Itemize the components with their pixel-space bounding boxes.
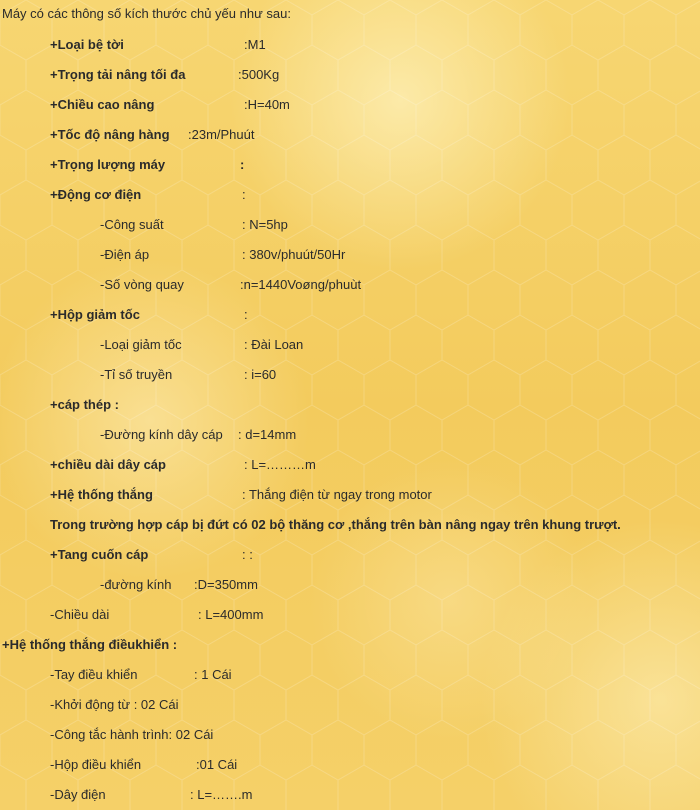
spec-value: :: [242, 187, 246, 202]
spec-label: -Số vòng quay: [100, 277, 184, 292]
spec-value: :M1: [244, 37, 266, 52]
spec-label: +Loại bệ tời: [50, 37, 124, 52]
spec-label: +Tang cuốn cáp: [50, 547, 149, 562]
spec-value: :: [240, 157, 245, 172]
spec-value: :n=1440Voøng/phuùt: [240, 277, 362, 292]
spec-label: +chiều dài dây cáp: [50, 457, 166, 472]
spec-value: :500Kg: [238, 67, 280, 82]
spec-value: : L=400mm: [198, 607, 264, 622]
spec-label: +Trọng tải nâng tối đa: [50, 67, 186, 82]
spec-value: : 1 Cái: [194, 667, 232, 682]
spec-label: -Điện áp: [100, 247, 150, 262]
spec-label: -Tỉ số truyền: [100, 367, 173, 382]
spec-value: :23m/Phuút: [188, 127, 255, 142]
spec-label: +Chiều cao nâng: [50, 97, 155, 112]
intro-text: Máy có các thông số kích thước chủ yếu như sau:: [2, 6, 291, 21]
spec-label: -Đường kính dây cáp: [100, 427, 223, 442]
spec-label: +Tốc độ nâng hàng: [50, 127, 170, 142]
spec-row-control-system: +Hệ thống thắng điềukhiển :: [2, 637, 178, 652]
spec-row-contactor: -Khởi động từ : 02 Cái: [50, 697, 179, 712]
spec-row-limit-switch: -Công tắc hành trình: 02 Cái: [50, 727, 214, 742]
spec-label: -đường kính: [100, 577, 172, 592]
spec-label: +Hệ thống thắng: [50, 487, 153, 502]
spec-label: -Công suất: [100, 217, 164, 232]
spec-value: : Đài Loan: [244, 337, 304, 352]
spec-value: : N=5hp: [242, 217, 288, 232]
spec-label: -Dây điện: [50, 787, 106, 802]
brake-note-text: Trong trường hợp cáp bị đứt có 02 bộ thăng cơ ,thắng trên bàn nâng ngay trên khung trượt.: [50, 517, 621, 532]
spec-value: :D=350mm: [194, 577, 258, 592]
spec-value: : L=…….m: [190, 787, 253, 802]
spec-label: -Loại giảm tốc: [100, 337, 182, 352]
spec-value: :H=40m: [244, 97, 290, 112]
spec-value: : L=………m: [244, 457, 316, 472]
spec-label: +Trọng lượng máy: [50, 157, 166, 172]
spec-value: : i=60: [244, 367, 277, 382]
spec-label: -Hộp điều khiển: [50, 757, 142, 772]
spec-label: +Động cơ điện: [50, 187, 142, 202]
spec-label: +Hộp giảm tốc: [50, 307, 140, 322]
spec-row-steel-cable: +cáp thép :: [50, 397, 119, 412]
spec-value: :: [244, 307, 248, 322]
spec-label: -Chiều dài: [50, 607, 110, 622]
spec-value: : :: [242, 547, 253, 562]
spec-value: : Thắng điện từ ngay trong motor: [242, 487, 432, 502]
spec-value: :01 Cái: [196, 757, 238, 772]
spec-value: : 380v/phuút/50Hr: [242, 247, 346, 262]
spec-value: : d=14mm: [238, 427, 297, 442]
spec-label: -Tay điều khiển: [50, 667, 138, 682]
